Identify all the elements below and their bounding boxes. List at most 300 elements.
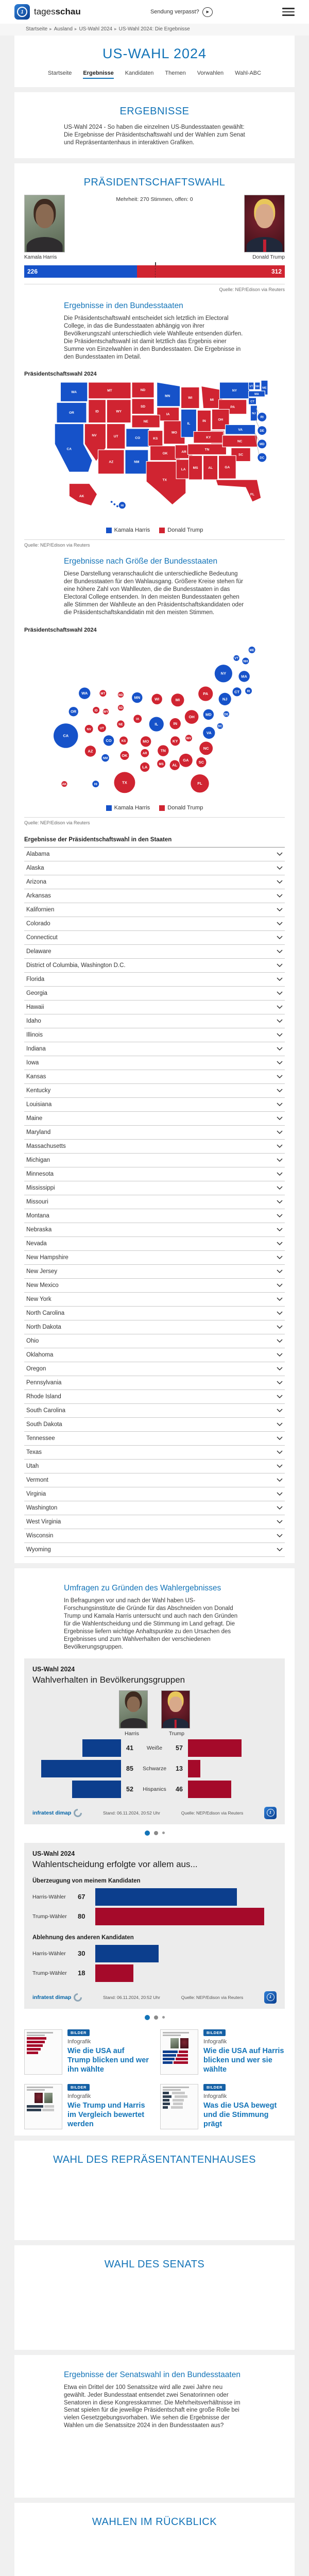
- source-note: Quelle: NEP/Edison via Reuters: [219, 286, 285, 292]
- state-accordion-row[interactable]: [24, 987, 285, 1001]
- teaser-headline[interactable]: Wie die USA auf Trump blicken und wer ihn wählte: [67, 2046, 149, 2074]
- state-accordion-label: South Dakota: [26, 1421, 62, 1428]
- state-accordion-row[interactable]: [24, 917, 285, 931]
- candidates-row: [24, 195, 285, 260]
- page-title: US-WAHL 2024: [102, 46, 207, 61]
- state-accordion-label: Virginia: [26, 1491, 46, 1498]
- bilder-badge: BILDER: [203, 2084, 226, 2091]
- tab-wahl-abc[interactable]: Wahl-ABC: [235, 70, 262, 76]
- carousel-dots[interactable]: [24, 1831, 285, 1836]
- harris-name: Kamala Harris: [24, 254, 57, 260]
- carousel-dot[interactable]: [162, 1832, 165, 1834]
- harris-bar: [41, 1760, 121, 1777]
- senat-ergebnisse-heading: Ergebnisse der Senatswahl in den Bundesstaaten: [64, 2370, 241, 2379]
- breadcrumb-item[interactable]: Ausland: [54, 26, 73, 32]
- ergebnisse-card: [14, 92, 295, 158]
- source-note: Quelle: NEP/Edison via Reuters: [24, 820, 90, 826]
- tab-ergebnisse[interactable]: Ergebnisse: [83, 70, 113, 79]
- teaser-thumbnail-profile-compare[interactable]: [160, 2029, 198, 2075]
- chevron-down-icon: [277, 963, 283, 968]
- teaser-kicker: Infografik: [67, 2038, 91, 2045]
- harris-bar: [95, 1945, 159, 1962]
- value-label: 18: [78, 1969, 85, 1977]
- state-accordion-label: Minnesota: [26, 1171, 54, 1178]
- value-label: 80: [78, 1912, 85, 1921]
- bilder-badge: BILDER: [67, 2029, 90, 2036]
- state-label-VA: VA: [238, 428, 243, 432]
- carousel-dot-active[interactable]: [145, 1831, 150, 1836]
- state-accordion-label: Maine: [26, 1115, 43, 1122]
- state-accordion-row[interactable]: [24, 1084, 285, 1098]
- chevron-down-icon: [277, 1242, 283, 1246]
- tab-kandidaten[interactable]: Kandidaten: [125, 70, 154, 76]
- bubble-label-NE: NE: [118, 723, 123, 727]
- majority-marker-line: [155, 265, 156, 278]
- harris-photo: [24, 195, 65, 252]
- state-accordion-row[interactable]: [24, 1307, 285, 1320]
- state-label-LA: LA: [181, 468, 186, 472]
- chevron-down-icon: [277, 1436, 283, 1440]
- bubble-label-FL: FL: [197, 781, 202, 786]
- trump-electoral-segment: 312: [137, 265, 285, 278]
- carousel-dot[interactable]: [162, 2016, 165, 2019]
- chevron-down-icon: [277, 1269, 283, 1274]
- trump-photo-small: [161, 1690, 190, 1728]
- state-accordion-label: Hawaii: [26, 1004, 44, 1011]
- value-label: 67: [78, 1893, 85, 1901]
- state-accordion-row[interactable]: [24, 1432, 285, 1446]
- state-label-TX: TX: [162, 478, 167, 482]
- chevron-down-icon: [277, 1450, 283, 1454]
- state-label-RI: RI: [260, 416, 264, 420]
- state-accordion-label: Washington: [26, 1505, 58, 1512]
- state-accordion-row[interactable]: [24, 1195, 285, 1209]
- state-label-MO: MO: [171, 431, 177, 435]
- state-label-WA: WA: [71, 391, 77, 395]
- state-accordion-row[interactable]: [24, 1293, 285, 1307]
- bubble-label-LA: LA: [142, 765, 148, 770]
- ard-logo-icon: 1: [264, 1991, 277, 2004]
- bubble-label-ME: ME: [249, 648, 254, 652]
- play-icon[interactable]: ▶: [202, 7, 213, 17]
- bilder-badge: BILDER: [67, 2084, 90, 2091]
- trump-block: [244, 195, 285, 260]
- state-accordion-row[interactable]: [24, 1056, 285, 1070]
- state-FL[interactable]: [216, 480, 261, 502]
- state-accordion-row[interactable]: [24, 1487, 285, 1501]
- repraesentantenhaus-card: [14, 2141, 295, 2240]
- bubble-label-GA: GA: [183, 758, 189, 763]
- state-label-AR: AR: [181, 450, 186, 454]
- state-label-UT: UT: [113, 435, 118, 439]
- state-accordion-row[interactable]: [24, 945, 285, 959]
- state-accordion-row[interactable]: [24, 1265, 285, 1279]
- rueckblick-card: [14, 2503, 295, 2576]
- state-accordion-row[interactable]: [24, 1167, 285, 1181]
- state-label-NC: NC: [237, 439, 243, 444]
- state-label-SC: SC: [238, 453, 244, 457]
- state-accordion-row[interactable]: [24, 1112, 285, 1126]
- state-accordion-row[interactable]: [24, 1390, 285, 1404]
- trump-column-label: Trump: [169, 1730, 184, 1737]
- state-accordion-row[interactable]: [24, 1418, 285, 1432]
- voter-group-label: Trump-Wähler: [32, 1970, 67, 1976]
- state-label-NE: NE: [143, 420, 148, 424]
- trump-name: Donald Trump: [252, 254, 285, 260]
- bubble-label-ND: ND: [118, 693, 123, 697]
- state-label-IL: IL: [187, 422, 191, 426]
- state-accordion-row[interactable]: [24, 1446, 285, 1460]
- chevron-down-icon: [277, 1214, 283, 1218]
- voter-group-label: Harris-Wähler: [32, 1950, 66, 1957]
- state-accordion-row[interactable]: [24, 1001, 285, 1014]
- state-label-OR: OR: [69, 411, 74, 415]
- chevron-down-icon: [277, 1172, 283, 1176]
- teaser-thumbnail-opinion-compare[interactable]: [24, 2084, 62, 2129]
- chevron-down-icon: [277, 1075, 283, 1079]
- bubble-label-KS: KS: [121, 739, 126, 743]
- state-accordion-label: Nevada: [26, 1241, 47, 1247]
- bubble-label-ID: ID: [94, 708, 98, 713]
- tab-vorwahlen[interactable]: Vorwahlen: [197, 70, 224, 76]
- state-accordion-label: Nebraska: [26, 1227, 52, 1233]
- state-accordion-row[interactable]: [24, 1404, 285, 1418]
- senat-card: [14, 2245, 295, 2350]
- state-accordion-label: Rhode Island: [26, 1394, 61, 1400]
- teaser-headline[interactable]: Was die USA bewegt und die Stimmung prägt: [203, 2101, 277, 2128]
- teaser-kicker: Infografik: [67, 2093, 91, 2099]
- breadcrumb-separator: ▸: [49, 26, 52, 31]
- state-accordion-label: Wisconsin: [26, 1533, 54, 1539]
- chevron-down-icon: [277, 1339, 283, 1343]
- chevron-down-icon: [277, 1047, 283, 1051]
- chevron-down-icon: [277, 866, 283, 870]
- state-label-GA: GA: [225, 466, 230, 470]
- harris-bar: [82, 1739, 121, 1757]
- state-accordion-row[interactable]: [24, 1348, 285, 1362]
- map-chart-label: Präsidentschaftswahl 2024: [24, 371, 97, 378]
- teaser-headline[interactable]: Wie die USA auf Harris blicken und wer sie wählte: [203, 2046, 284, 2074]
- teaser-headline[interactable]: Wie Trump und Harris im Vergleich bewertet werden: [67, 2101, 145, 2128]
- state-accordion-row[interactable]: [24, 1126, 285, 1140]
- chevron-down-icon: [277, 1520, 283, 1524]
- infratest-dimap-logo: infratest dimap: [32, 1993, 82, 2002]
- state-label-PA: PA: [230, 405, 235, 410]
- decision-row: [32, 1963, 277, 1983]
- state-accordion-label: Connecticut: [26, 935, 58, 941]
- bubble-label-AZ: AZ: [88, 749, 93, 754]
- bubble-label-AR: AR: [142, 752, 147, 756]
- source-note: Quelle: NEP/Edison via Reuters: [181, 1994, 244, 2000]
- chevron-down-icon: [277, 1548, 283, 1552]
- bubble-label-UT: UT: [99, 726, 105, 731]
- state-accordion-row[interactable]: [24, 1279, 285, 1293]
- state-accordion-row[interactable]: [24, 1376, 285, 1390]
- stand-timestamp: Stand: 06.11.2024, 20:52 Uhr: [103, 1994, 160, 2000]
- bubble-label-WI: WI: [154, 697, 160, 702]
- bubble-label-WA: WA: [81, 691, 88, 696]
- chevron-down-icon: [277, 1422, 283, 1427]
- decision-group-label: Ablehnung des anderen Kandidaten: [32, 1934, 134, 1941]
- chevron-down-icon: [277, 1158, 283, 1162]
- chevron-down-icon: [277, 1311, 283, 1315]
- map-section-text: Die Präsidentschaftswahl entscheidet sich letztlich im Electoral College, in das die Bundesstaaten abhängig von ihrer Bevölkerungszahl unterschiedlich viele Wahlleute entsenden dürfen. Die Präsidentschaftswahl ist damit letztlich das Ergebnis einer Summe von Einzelwahlen in den Bundesstaaten. Die Ergebnisse in den Bundesstaaten im Detail.: [64, 315, 243, 360]
- chevron-down-icon: [277, 908, 283, 912]
- sendung-verpasst-link[interactable]: [150, 7, 213, 17]
- harris-photo-small: [119, 1690, 148, 1728]
- state-results-accordion: [24, 847, 285, 1557]
- state-label-MT: MT: [107, 389, 112, 393]
- bubble-label-KY: KY: [173, 738, 178, 743]
- category-label: Schwarze: [142, 1765, 167, 1772]
- decision-row: [32, 1887, 277, 1907]
- state-accordion-row[interactable]: [24, 1501, 285, 1515]
- state-accordion-row[interactable]: [24, 1543, 285, 1557]
- state-accordion-label: Indiana: [26, 1046, 46, 1053]
- bubble-label-NY: NY: [220, 671, 227, 676]
- state-accordion-row[interactable]: [24, 1223, 285, 1237]
- menu-icon[interactable]: [282, 8, 295, 16]
- bubble-label-WY: WY: [103, 710, 109, 714]
- bubble-label-MN: MN: [134, 695, 141, 700]
- trump-bar: [95, 1908, 264, 1925]
- teaser-thumbnail-mood[interactable]: [160, 2084, 198, 2129]
- tab-startseite[interactable]: Startseite: [47, 70, 72, 76]
- state-accordion-row[interactable]: [24, 931, 285, 945]
- state-accordion-row[interactable]: [24, 1529, 285, 1543]
- demographics-row: [32, 1759, 277, 1778]
- state-accordion-label: Montana: [26, 1213, 49, 1219]
- chevron-down-icon: [277, 894, 283, 898]
- state-accordion-row[interactable]: [24, 1334, 285, 1348]
- ergebnisse-text: US-Wahl 2024 - So haben die einzelnen US-Bundesstaaten gewählt: Die Ergebnisse der Präsidentschaftswahl und der Wahlen zum Senat und Repräsentantenhaus in interaktiven Grafiken.: [64, 124, 245, 146]
- chevron-down-icon: [277, 1325, 283, 1329]
- state-accordion-label: Utah: [26, 1463, 39, 1470]
- state-label-NM: NM: [134, 461, 140, 465]
- carousel-dot-active[interactable]: [145, 2015, 150, 2020]
- chevron-down-icon: [277, 1381, 283, 1385]
- state-accordion-row[interactable]: [24, 1515, 285, 1529]
- state-accordion-row[interactable]: [24, 1042, 285, 1056]
- chevron-down-icon: [277, 922, 283, 926]
- chevron-down-icon: [277, 950, 283, 954]
- ard-logo-icon: 1: [264, 1807, 277, 1819]
- source-note: Quelle: NEP/Edison via Reuters: [24, 543, 90, 548]
- state-label-ID: ID: [95, 410, 99, 414]
- chevron-down-icon: [277, 1464, 283, 1468]
- teaser-thumbnail-trump-profile[interactable]: [24, 2029, 62, 2075]
- bubble-label-MD: MD: [205, 712, 212, 717]
- empty-embed-area: [24, 2534, 285, 2576]
- chevron-down-icon: [277, 1256, 283, 1260]
- bubble-label-CA: CA: [63, 733, 69, 738]
- bubble-label-MT: MT: [100, 692, 106, 696]
- teaser-card-2[interactable]: [160, 2029, 285, 2075]
- infografik-teaser-grid: [24, 2029, 285, 2129]
- bubble-label-NC: NC: [203, 745, 209, 751]
- carousel-dot[interactable]: [154, 1831, 158, 1835]
- state-accordion-row[interactable]: [24, 1320, 285, 1334]
- bubble-label-CO: CO: [106, 738, 112, 743]
- category-label: Hispanics: [143, 1786, 166, 1792]
- state-label-MS: MS: [193, 466, 198, 470]
- chevron-down-icon: [277, 1492, 283, 1496]
- state-accordion-row[interactable]: [24, 1028, 285, 1042]
- tab-themen[interactable]: Themen: [165, 70, 186, 76]
- voter-group-label: Trump-Wähler: [32, 1913, 67, 1920]
- state-label-IN: IN: [202, 419, 206, 423]
- state-accordion-row[interactable]: [24, 1140, 285, 1154]
- breadcrumb-separator: ▸: [74, 26, 77, 31]
- state-label-SD: SD: [140, 405, 146, 409]
- bubble-label-TX: TX: [122, 780, 127, 785]
- widget-kicker: US-Wahl 2024: [32, 1665, 75, 1673]
- chevron-down-icon: [277, 1534, 283, 1538]
- widget-footer: [32, 1807, 277, 1819]
- bilder-badge: BILDER: [203, 2029, 226, 2036]
- empty-embed-area: [24, 2277, 285, 2344]
- tagesschau-logo[interactable]: [14, 4, 81, 20]
- chevron-down-icon: [277, 1409, 283, 1413]
- bubble-label-NV: NV: [87, 727, 91, 732]
- harris-value: 85: [126, 1765, 133, 1772]
- us-results-map[interactable]: [41, 380, 268, 520]
- chevron-down-icon: [277, 1353, 283, 1357]
- decision-row: [32, 1944, 277, 1963]
- state-accordion-row[interactable]: [24, 1181, 285, 1195]
- state-accordion-row[interactable]: [24, 848, 285, 861]
- chevron-down-icon: [277, 1395, 283, 1399]
- state-accordion-label: New York: [26, 1296, 52, 1303]
- chevron-down-icon: [277, 1005, 283, 1009]
- chevron-down-icon: [277, 1506, 283, 1510]
- harris-legend-swatch: [106, 805, 112, 811]
- chevron-down-icon: [277, 991, 283, 995]
- state-accordion-row[interactable]: [24, 875, 285, 889]
- umfragen-text: In Befragungen vor und nach der Wahl haben US-Forschungsinstitute die Gründe für das Abschneiden von Donald Trump und Kamala Harris untersucht und auch nach den Gründen für die Wahlentscheidung und die Stimmung im Land gefragt. Die Ergebnisse liefern wichtige Anhaltspunkte zu den Ursachen des Ergebnisses und zum Wahlverhalten der verschiedenen Bevölkerungsgruppen.: [64, 1598, 238, 1650]
- bubble-label-IN: IN: [173, 721, 177, 726]
- bubble-label-DC: DC: [217, 724, 222, 728]
- stand-timestamp: Stand: 06.11.2024, 20:52 Uhr: [103, 1810, 160, 1816]
- bubble-label-RI: RI: [247, 689, 250, 693]
- bubble-label-PA: PA: [203, 691, 209, 697]
- state-accordion-row[interactable]: [24, 1154, 285, 1167]
- state-label-MI: MI: [210, 398, 214, 402]
- state-accordion-label: Pennsylvania: [26, 1380, 62, 1386]
- state-accordion-row[interactable]: [24, 903, 285, 917]
- state-accordion-label: Vermont: [26, 1477, 48, 1484]
- state-accordion-row[interactable]: [24, 1014, 285, 1028]
- source-note: Quelle: NEP/Edison via Reuters: [181, 1810, 244, 1816]
- praesidentschaftswahl-card: [14, 163, 295, 1563]
- bubble-label-IA: IA: [136, 717, 140, 721]
- praesidentschaftswahl-heading: PRÄSIDENTSCHAFTSWAHL: [83, 176, 226, 188]
- demographics-row: [32, 1739, 277, 1757]
- state-accordion-row[interactable]: [24, 1362, 285, 1376]
- demographics-row: [32, 1780, 277, 1799]
- decision-group-label: Überzeugung von meinem Kandidaten: [32, 1877, 141, 1884]
- ergebnisse-heading: ERGEBNISSE: [119, 106, 190, 117]
- chevron-down-icon: [277, 1103, 283, 1107]
- state-accordion-label: Ohio: [26, 1338, 39, 1345]
- state-accordion-label: South Carolina: [26, 1408, 66, 1414]
- state-label-AK: AK: [79, 495, 84, 499]
- bubble-label-DE: DE: [224, 713, 229, 717]
- bubble-section-text: Diese Darstellung veranschaulicht die unterschiedliche Bedeutung der Bundesstaaten für den Wahlausgang. Größere Kreise stehen für eine höhere Zahl von Wahlleuten, die die Bundesstaaten in das Electoral College entsenden. In den meisten Bundesstaaten gehen alle Stimmen der Wahlleute an den Präsidentschaftskandidaten oder die Präsidentschaftskandidatin mit den meisten Stimmen.: [64, 571, 244, 616]
- state-accordion-label: Idaho: [26, 1018, 41, 1025]
- decision-widget: [24, 1843, 285, 2009]
- trump-bar: [188, 1781, 231, 1798]
- state-label-OK: OK: [162, 452, 168, 456]
- state-accordion-label: Iowa: [26, 1060, 39, 1066]
- state-accordion-label: Massachusetts: [26, 1143, 66, 1150]
- state-accordion-row[interactable]: [24, 959, 285, 973]
- state-accordion-row[interactable]: [24, 1251, 285, 1265]
- state-accordion-row[interactable]: [24, 1209, 285, 1223]
- state-accordion-row[interactable]: [24, 861, 285, 875]
- breadcrumb: [0, 24, 309, 36]
- state-accordion-row[interactable]: [24, 1237, 285, 1251]
- teaser-card-3[interactable]: [24, 2084, 149, 2129]
- chevron-down-icon: [277, 1144, 283, 1148]
- state-accordion-row[interactable]: [24, 1070, 285, 1084]
- widget-footer: [32, 1991, 277, 2004]
- bubble-label-AL: AL: [172, 762, 178, 768]
- bubble-label-AK: AK: [62, 783, 67, 787]
- state-accordion-label: Colorado: [26, 921, 50, 927]
- breadcrumb-item[interactable]: Startseite: [26, 26, 48, 32]
- chevron-down-icon: [277, 852, 283, 856]
- trump-bar: [188, 1760, 200, 1777]
- chevron-down-icon: [277, 1089, 283, 1093]
- widget-kicker: US-Wahl 2024: [32, 1850, 75, 1857]
- trump-photo: [244, 195, 285, 252]
- infratest-dimap-logo: infratest dimap: [32, 1809, 82, 1817]
- svg-text:HI: HI: [121, 504, 124, 508]
- state-label-KY: KY: [206, 436, 211, 440]
- value-label: 30: [78, 1950, 85, 1958]
- bubble-legend: [24, 805, 285, 811]
- state-accordion-row[interactable]: [24, 973, 285, 987]
- state-accordion-row[interactable]: [24, 1098, 285, 1112]
- state-accordion-label: Oklahoma: [26, 1352, 54, 1359]
- trump-value: 13: [176, 1765, 183, 1772]
- harris-column-label: Harris: [125, 1730, 140, 1737]
- state-accordion-row[interactable]: [24, 1473, 285, 1487]
- state-accordion-row[interactable]: [24, 889, 285, 903]
- us-bubble-cartogram[interactable]: [41, 636, 268, 798]
- harris-electoral-segment: 226: [24, 265, 137, 278]
- trump-bar: [188, 1739, 242, 1757]
- teaser-card-1[interactable]: [24, 2029, 149, 2075]
- carousel-dot[interactable]: [154, 2015, 158, 2020]
- state-accordion-row[interactable]: [24, 1460, 285, 1473]
- carousel-dots[interactable]: [24, 2015, 285, 2020]
- state-label-NH: NH: [255, 385, 260, 388]
- breadcrumb-item[interactable]: US-Wahl 2024: [79, 26, 113, 32]
- state-label-FL: FL: [250, 493, 255, 497]
- breadcrumb-item[interactable]: US-Wahl 2024: Die Ergebnisse: [118, 26, 190, 32]
- chevron-down-icon: [277, 1200, 283, 1204]
- state-label-DE: DE: [260, 429, 264, 433]
- state-accordion-label: Texas: [26, 1449, 42, 1456]
- bubble-label-NH: NH: [243, 659, 248, 664]
- harris-block: [24, 195, 65, 260]
- state-label-CT: CT: [250, 400, 254, 404]
- teaser-card-4[interactable]: [160, 2084, 285, 2129]
- title-section: [14, 36, 295, 87]
- widget-candidate-photos: [32, 1690, 277, 1728]
